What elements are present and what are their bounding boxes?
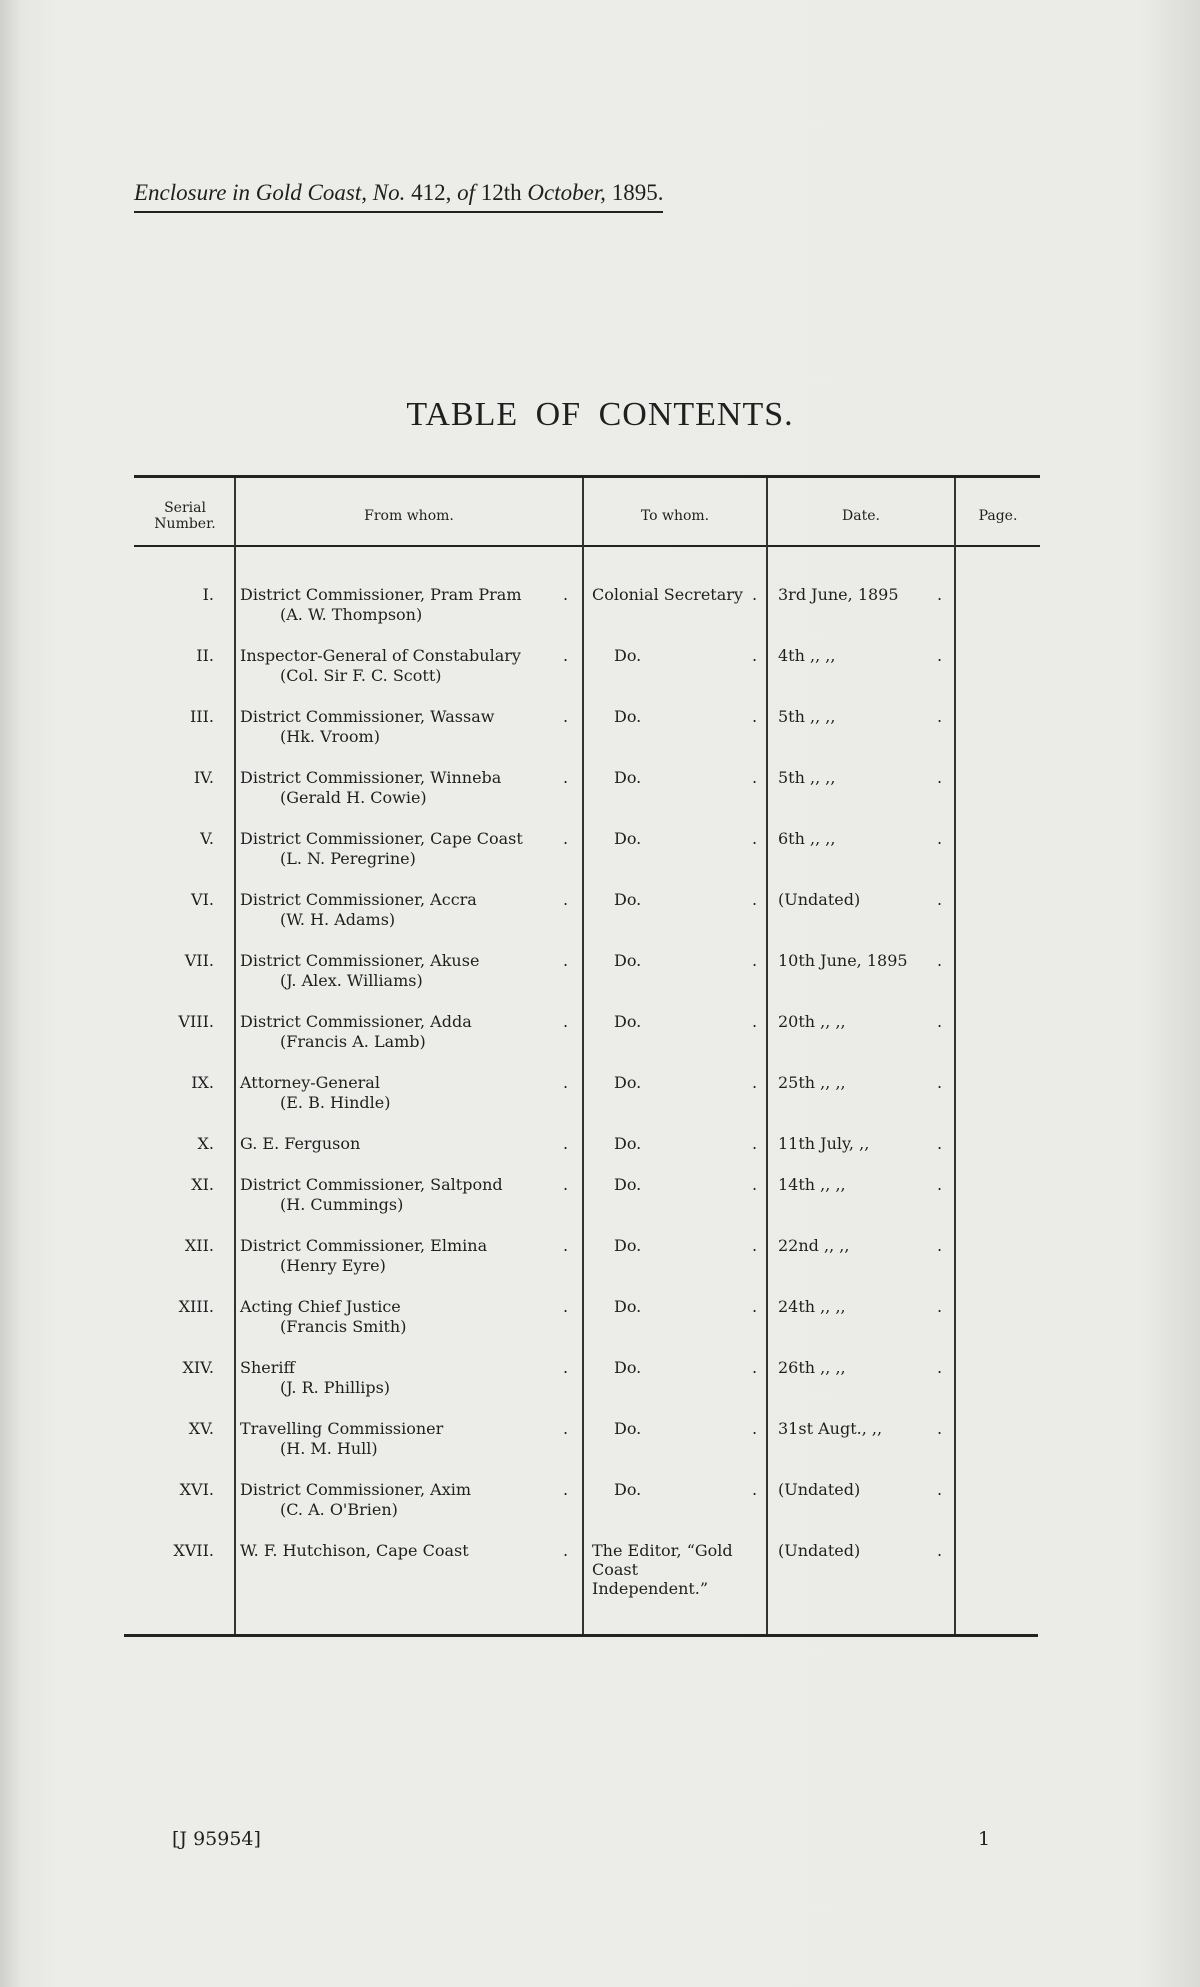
- row-date: 6th ,, ,,: [778, 829, 836, 848]
- leader-dot: .: [563, 1236, 569, 1255]
- row-from: [240, 768, 570, 808]
- leader-dot: .: [937, 1134, 943, 1153]
- row-to: Do.: [614, 951, 642, 970]
- leader-dot: .: [937, 707, 943, 726]
- leader-dot: .: [563, 1175, 569, 1194]
- row-from-name: District Commissioner, Adda: [240, 1012, 472, 1031]
- column-divider-1: [234, 478, 236, 1634]
- leader-dot: .: [563, 1012, 569, 1031]
- table-bottom-rule: [124, 1634, 1038, 1637]
- leader-dot: .: [563, 1297, 569, 1316]
- row-from-sub: (Hk. Vroom): [280, 727, 380, 746]
- row-date: (Undated): [778, 1541, 861, 1560]
- row-from: [240, 1419, 570, 1459]
- row-serial: XVII.: [173, 1541, 214, 1560]
- row-to: Do.: [614, 1358, 642, 1377]
- row-serial: VI.: [191, 890, 214, 909]
- leader-dot: .: [563, 1073, 569, 1092]
- row-from-name: Attorney-General: [240, 1073, 380, 1092]
- leader-dot: .: [563, 707, 569, 726]
- row-date: 22nd ,, ,,: [778, 1236, 850, 1255]
- row-from: [240, 890, 570, 930]
- header-serial: Serial Number.: [154, 500, 216, 532]
- row-serial: XI.: [191, 1175, 214, 1194]
- row-from-name: District Commissioner, Cape Coast: [240, 829, 523, 848]
- row-date: 10th June, 1895: [778, 951, 908, 970]
- row-serial: XIV.: [182, 1358, 214, 1377]
- leader-dot: .: [752, 1236, 758, 1255]
- leader-dot: .: [563, 1541, 569, 1560]
- row-from: [240, 951, 570, 991]
- leader-dot: .: [752, 1012, 758, 1031]
- leader-dot: .: [937, 829, 943, 848]
- row-from: [240, 707, 570, 747]
- row-from-name: District Commissioner, Accra: [240, 890, 477, 909]
- header-to: To whom.: [640, 508, 710, 524]
- row-from-name: District Commissioner, Saltpond: [240, 1175, 503, 1194]
- row-from: [240, 1012, 570, 1052]
- row-from-sub: (C. A. O'Brien): [280, 1500, 398, 1519]
- row-from-sub: (H. Cummings): [280, 1195, 404, 1214]
- row-date: 26th ,, ,,: [778, 1358, 846, 1377]
- enclosure-prefix: Enclosure in Gold Coast, No.: [134, 180, 406, 205]
- row-date: 4th ,, ,,: [778, 646, 836, 665]
- row-date: 24th ,, ,,: [778, 1297, 846, 1316]
- leader-dot: .: [563, 646, 569, 665]
- row-from: [240, 585, 570, 625]
- row-serial: I.: [202, 585, 214, 604]
- row-from: [240, 1134, 570, 1154]
- leader-dot: .: [563, 1358, 569, 1377]
- leader-dot: .: [937, 1541, 943, 1560]
- table-top-rule: [134, 475, 1040, 478]
- leader-dot: .: [563, 829, 569, 848]
- row-from: [240, 1236, 570, 1276]
- row-from-sub: (J. Alex. Williams): [280, 971, 423, 990]
- page-number: 1: [978, 1828, 991, 1850]
- row-from-name: Inspector-General of Constabulary: [240, 646, 521, 665]
- row-from-sub: (A. W. Thompson): [280, 605, 423, 624]
- row-to: Do.: [614, 1419, 642, 1438]
- leader-dot: .: [752, 829, 758, 848]
- row-from: [240, 1480, 570, 1520]
- row-from-name: Sheriff: [240, 1358, 295, 1377]
- row-to: Do.: [614, 1134, 642, 1153]
- row-serial: III.: [189, 707, 214, 726]
- leader-dot: .: [752, 707, 758, 726]
- row-to: Do.: [614, 1480, 642, 1499]
- leader-dot: .: [937, 585, 943, 604]
- leader-dot: .: [937, 1073, 943, 1092]
- leader-dot: .: [752, 1175, 758, 1194]
- header-date: Date.: [842, 508, 880, 524]
- row-from-sub: (Francis Smith): [280, 1317, 407, 1336]
- leader-dot: .: [752, 646, 758, 665]
- row-to: Do.: [614, 829, 642, 848]
- leader-dot: .: [752, 1480, 758, 1499]
- column-divider-2: [582, 478, 584, 1634]
- row-from-name: W. F. Hutchison, Cape Coast: [240, 1541, 469, 1560]
- row-date: 20th ,, ,,: [778, 1012, 846, 1031]
- column-divider-4: [954, 478, 956, 1634]
- leader-dot: .: [752, 1358, 758, 1377]
- row-from-sub: (Francis A. Lamb): [280, 1032, 426, 1051]
- row-from: [240, 1358, 570, 1398]
- row-date: 3rd June, 1895: [778, 585, 899, 604]
- leader-dot: .: [563, 890, 569, 909]
- row-to: Do.: [614, 646, 642, 665]
- row-to: Do.: [614, 890, 642, 909]
- row-from-name: District Commissioner, Wassaw: [240, 707, 495, 726]
- leader-dot: .: [937, 768, 943, 787]
- row-serial: XV.: [188, 1419, 214, 1438]
- page-title: TABLE OF CONTENTS.: [406, 396, 794, 433]
- row-from-sub: (E. B. Hindle): [280, 1093, 391, 1112]
- row-serial: XIII.: [178, 1297, 214, 1316]
- row-to: Do.: [614, 1297, 642, 1316]
- row-from-sub: (Col. Sir F. C. Scott): [280, 666, 442, 685]
- leader-dot: .: [937, 1419, 943, 1438]
- row-to: Do.: [614, 1012, 642, 1031]
- header-bottom-rule: [134, 545, 1040, 547]
- leader-dot: .: [937, 1175, 943, 1194]
- row-from-name: Travelling Commissioner: [240, 1419, 444, 1438]
- leader-dot: .: [752, 1073, 758, 1092]
- row-from-sub: (Gerald H. Cowie): [280, 788, 427, 807]
- row-from-sub: (J. R. Phillips): [280, 1378, 391, 1397]
- row-from: [240, 646, 570, 686]
- leader-dot: .: [563, 585, 569, 604]
- row-to: Do.: [614, 1175, 642, 1194]
- leader-dot: .: [937, 951, 943, 970]
- row-serial: II.: [196, 646, 214, 665]
- row-from: [240, 1541, 570, 1561]
- row-serial: XVI.: [179, 1480, 214, 1499]
- row-from-name: District Commissioner, Axim: [240, 1480, 472, 1499]
- row-date: 25th ,, ,,: [778, 1073, 846, 1092]
- leader-dot: .: [937, 1012, 943, 1031]
- row-from-sub: (Henry Eyre): [280, 1256, 386, 1275]
- print-code: [J 95954]: [172, 1828, 261, 1850]
- row-from: [240, 1175, 570, 1215]
- row-from-name: District Commissioner, Pram Pram: [240, 585, 522, 604]
- row-serial: V.: [200, 829, 214, 848]
- leader-dot: .: [752, 768, 758, 787]
- row-to: Colonial Secretary: [592, 585, 743, 604]
- row-from-sub: (H. M. Hull): [280, 1439, 378, 1458]
- leader-dot: .: [752, 585, 758, 604]
- row-serial: VIII.: [178, 1012, 214, 1031]
- row-to: Do.: [614, 1236, 642, 1255]
- leader-dot: .: [752, 951, 758, 970]
- leader-dot: .: [563, 1480, 569, 1499]
- leader-dot: .: [563, 951, 569, 970]
- row-from-name: District Commissioner, Elmina: [240, 1236, 488, 1255]
- leader-dot: .: [563, 768, 569, 787]
- row-date: 31st Augt., ,,: [778, 1419, 883, 1438]
- enclosure-day: 12th: [480, 180, 522, 205]
- header-from: From whom.: [364, 508, 454, 524]
- enclosure-month: October,: [527, 180, 606, 205]
- row-from-name: District Commissioner, Akuse: [240, 951, 480, 970]
- leader-dot: .: [752, 1297, 758, 1316]
- leader-dot: .: [937, 646, 943, 665]
- row-serial: IX.: [191, 1073, 214, 1092]
- row-serial: VII.: [184, 951, 214, 970]
- row-serial: X.: [197, 1134, 214, 1153]
- header-page: Page.: [978, 508, 1018, 524]
- row-from-name: G. E. Ferguson: [240, 1134, 361, 1153]
- leader-dot: .: [752, 1419, 758, 1438]
- row-date: 5th ,, ,,: [778, 707, 836, 726]
- row-from: [240, 1073, 570, 1113]
- leader-dot: .: [937, 890, 943, 909]
- row-from-sub: (W. H. Adams): [280, 910, 396, 929]
- row-date: (Undated): [778, 1480, 861, 1499]
- row-to: Do.: [614, 768, 642, 787]
- leader-dot: .: [937, 1480, 943, 1499]
- leader-dot: .: [752, 890, 758, 909]
- enclosure-number: 412,: [411, 180, 452, 205]
- row-date: 11th July, ,,: [778, 1134, 870, 1153]
- row-from: [240, 1297, 570, 1337]
- leader-dot: .: [752, 1134, 758, 1153]
- leader-dot: .: [937, 1297, 943, 1316]
- row-date: (Undated): [778, 890, 861, 909]
- row-to: Do.: [614, 707, 642, 726]
- leader-dot: .: [563, 1419, 569, 1438]
- row-from-sub: (L. N. Peregrine): [280, 849, 416, 868]
- enclosure-line: [134, 180, 663, 213]
- row-date: 14th ,, ,,: [778, 1175, 846, 1194]
- row-from-name: Acting Chief Justice: [240, 1297, 401, 1316]
- row-to: Do.: [614, 1073, 642, 1092]
- leader-dot: .: [563, 1134, 569, 1153]
- row-date: 5th ,, ,,: [778, 768, 836, 787]
- row-to: The Editor, “Gold Coast Independent.”: [592, 1541, 733, 1598]
- leader-dot: .: [937, 1236, 943, 1255]
- row-serial: XII.: [184, 1236, 214, 1255]
- enclosure-year: 1895.: [611, 180, 664, 205]
- row-serial: IV.: [193, 768, 214, 787]
- enclosure-of: of: [457, 180, 475, 205]
- leader-dot: .: [937, 1358, 943, 1377]
- row-from: [240, 829, 570, 869]
- row-from-name: District Commissioner, Winneba: [240, 768, 502, 787]
